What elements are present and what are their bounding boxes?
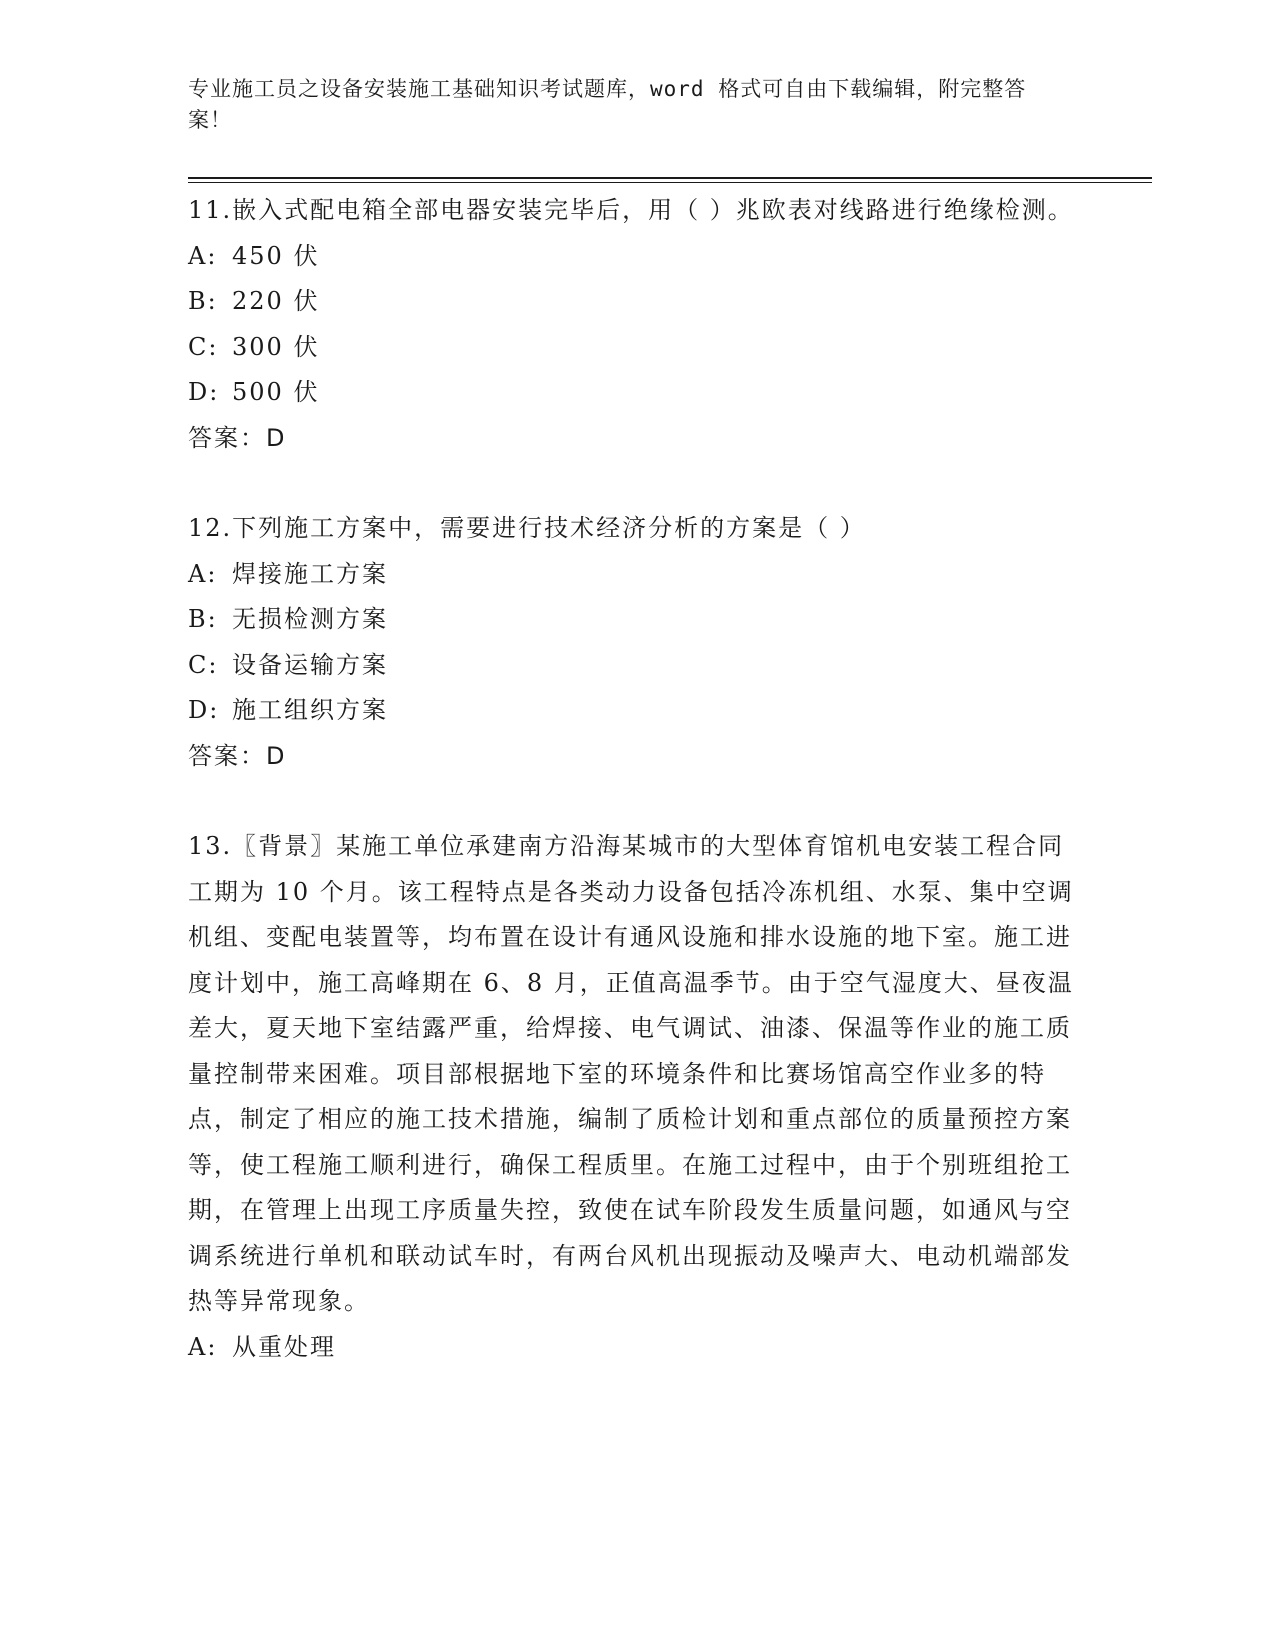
option-key: C: — [188, 650, 219, 679]
question-text: 13.〖背景〗某施工单位承建南方沿海某城市的大型体育馆机电安装工程合同工期为 10 个月。该工程特点是各类动力设备包括冷冻机组、水泵、集中空调机组、变配电装置等，均布置在设计有通风设施和排水设施的地下室。施工进度计划中，施工高峰期在 6、8 月，正值高温季节。由于空气湿度大、昼夜温差大，夏天地下室结露严重，给焊接、电气调试、油漆、保温等作业的施工质量控制带来困难。项目部根据地下室的环境条件和比赛场馆高空作业多的特点，制定了相应的施工技术措施，编制了质检计划和重点部位的质量预控方案等，使工程施工顺利进行，确保工程质里。在施工过程中，由于个别班组抢工期，在管理上出现工序质量失控，致使在试车阶段发生质量问题，如通风与空调系统进行单机和联动试车时，有两台风机出现振动及噪声大、电动机端部发热等异常现象。 — [188, 832, 1074, 1315]
option-text: 300 伏 — [232, 332, 320, 361]
option-key: A: — [188, 559, 218, 588]
answer-line: 答案：D — [188, 741, 287, 770]
option-text: 焊接施工方案 — [232, 559, 388, 588]
option-key: D: — [188, 378, 220, 406]
option-key: A: — [188, 1332, 218, 1361]
option-b — [188, 597, 1088, 643]
question-list — [188, 188, 1088, 1370]
option-key: B: — [188, 287, 218, 315]
option-text: 设备运输方案 — [232, 650, 388, 679]
option-key: A: — [188, 241, 218, 270]
header-divider-thin — [188, 182, 1152, 183]
answer-line: 答案：D — [188, 423, 287, 452]
option-text: 从重处理 — [232, 1332, 336, 1361]
question-spacer — [188, 461, 1088, 506]
option-d — [188, 370, 1088, 416]
question-text: 12.下列施工方案中，需要进行技术经济分析的方案是（ ） — [188, 514, 866, 542]
question-11 — [188, 188, 1088, 461]
option-c — [188, 643, 1088, 689]
question-spacer — [188, 779, 1088, 824]
option-text: 450 伏 — [232, 241, 320, 270]
option-a — [188, 234, 1088, 280]
document-header: 专业施工员之设备安装施工基础知识考试题库，word 格式可自由下载编辑，附完整答案！ — [188, 77, 1027, 132]
question-13 — [188, 824, 1088, 1370]
option-c — [188, 325, 1088, 371]
question-12 — [188, 506, 1088, 779]
option-text: 500 伏 — [232, 378, 320, 406]
option-key: D: — [188, 696, 220, 724]
option-d — [188, 688, 1088, 734]
option-text: 无损检测方案 — [232, 605, 388, 633]
question-text: 11.嵌入式配电箱全部电器安装完毕后，用（ ）兆欧表对线路进行绝缘检测。 — [188, 196, 1074, 224]
option-key: B: — [188, 605, 218, 633]
option-a — [188, 552, 1088, 598]
option-text: 220 伏 — [232, 287, 320, 315]
header-divider-thick — [188, 177, 1152, 179]
option-text: 施工组织方案 — [232, 696, 388, 724]
option-a — [188, 1325, 1088, 1371]
option-b — [188, 279, 1088, 325]
option-key: C: — [188, 332, 219, 361]
